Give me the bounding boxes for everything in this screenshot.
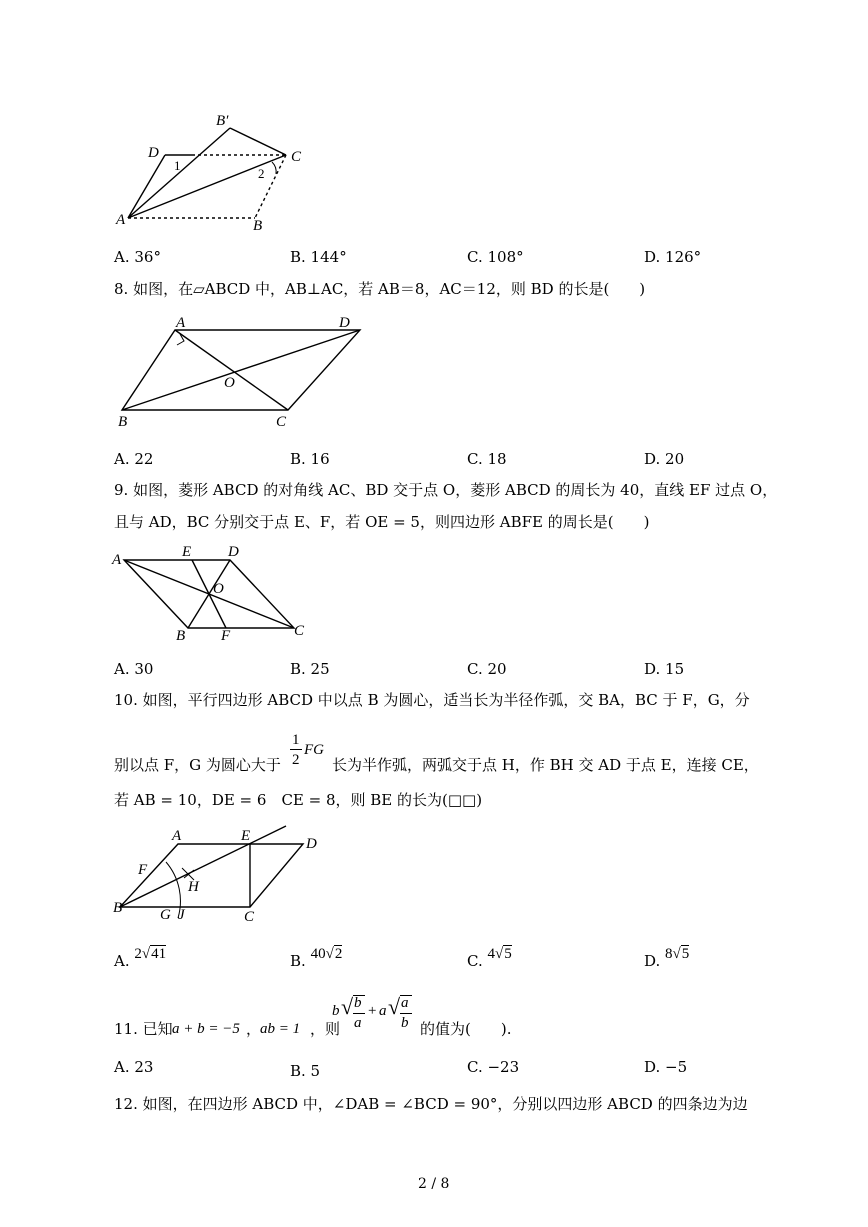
q11-option-c[interactable]: C. −23	[467, 1058, 520, 1076]
q10-option-c[interactable]: C. 4√5	[467, 946, 512, 970]
q10-line2-start: 别以点 F，G 为圆心大于	[114, 756, 281, 774]
q7-label-angle1: 1	[174, 158, 181, 173]
q7-figure	[110, 110, 320, 235]
q9-label-D: D	[228, 544, 239, 560]
q9-label-O: O	[213, 581, 224, 597]
q7-option-c[interactable]: C. 108°	[467, 248, 524, 266]
q8-option-a[interactable]: A. 22	[114, 450, 154, 468]
q9-label-B: B	[176, 628, 186, 644]
q8-option-b[interactable]: B. 16	[290, 450, 330, 468]
q7-label-B: B	[253, 218, 263, 234]
q10-label-C: C	[244, 909, 255, 925]
q10-label-E: E	[241, 828, 251, 844]
q10-label-H: H	[188, 879, 199, 895]
q10-line2-end: 长为半作弧，两弧交于点 H，作 BH 交 AD 于点 E，连接 CE，	[332, 756, 759, 774]
q10-label-A: A	[172, 828, 182, 844]
q10-question-line3: 若 AB = 10，DE = 6 CE = 8，则 BE 的长为(□□)	[114, 791, 483, 809]
q10-frac-tail: FG	[304, 742, 324, 758]
q8-label-O: O	[224, 375, 235, 391]
q9-question-line1: 9. 如图，菱形 ABCD 的对角线 AC、BD 交于点 O，菱形 ABCD 的周长为 40，直线 EF 过点 O，	[114, 481, 778, 499]
q8-question-text: 8. 如图，在▱ABCD 中，AB⊥AC，若 AB＝8，AC＝12，则 BD 的长是( )	[114, 280, 646, 298]
q7-option-d[interactable]: D. 126°	[644, 248, 702, 266]
q11-option-b[interactable]: B. 5	[290, 1062, 321, 1080]
q8-option-d[interactable]: D. 20	[644, 450, 685, 468]
q10-label-G: G	[160, 907, 171, 923]
q9-option-c[interactable]: C. 20	[467, 660, 507, 678]
q11-option-d[interactable]: D. −5	[644, 1058, 688, 1076]
q8-label-A: A	[176, 315, 186, 331]
q10-label-F: F	[138, 862, 148, 878]
q9-label-E: E	[182, 544, 192, 560]
q12-question-text: 12. 如图，在四边形 ABCD 中，∠DAB = ∠BCD = 90°，分别以四边形 ABCD 的四条边为边	[114, 1095, 748, 1113]
q10-frac-num: 1	[292, 732, 300, 748]
q7-label-Bprime: B′	[216, 113, 229, 129]
q8-label-C: C	[276, 414, 287, 430]
q9-question-line2: 且与 AD，BC 分别交于点 E、F，若 OE = 5，则四边形 ABFE 的周长是( )	[114, 513, 650, 531]
q11-condition-sum: a + b = −5	[172, 1021, 240, 1037]
q11-suffix: 的值为( ).	[420, 1020, 512, 1038]
q9-label-A: A	[112, 552, 122, 568]
q11-prefix: 11. 已知	[114, 1020, 173, 1038]
q11-then: ，则	[310, 1020, 341, 1038]
q9-option-a[interactable]: A. 30	[114, 660, 154, 678]
q9-option-b[interactable]: B. 25	[290, 660, 330, 678]
q8-option-c[interactable]: C. 18	[467, 450, 507, 468]
q8-figure	[110, 310, 370, 435]
q9-label-F: F	[221, 628, 231, 644]
q7-label-D: D	[148, 145, 159, 161]
q10-figure	[108, 822, 328, 927]
q10-option-a[interactable]: A. 2√41	[114, 946, 167, 970]
q9-label-C: C	[294, 623, 305, 639]
q8-label-B: B	[118, 414, 128, 430]
q8-label-D: D	[339, 315, 350, 331]
q11-sep: ，	[246, 1020, 262, 1038]
q10-label-B: B	[113, 900, 123, 916]
q7-label-A: A	[116, 212, 126, 228]
q10-label-D: D	[306, 836, 317, 852]
q7-label-C: C	[291, 149, 302, 165]
q11-condition-product: ab = 1	[260, 1021, 301, 1037]
page-number: 2 / 8	[418, 1176, 450, 1192]
q10-option-d[interactable]: D. 8√5	[644, 946, 690, 970]
q7-label-angle2: 2	[258, 166, 265, 181]
q10-label-J: J	[178, 907, 185, 923]
q10-frac-den: 2	[292, 752, 300, 768]
q11-expression: b √ b a + a √ a b	[332, 985, 418, 1035]
q7-option-a[interactable]: A. 36°	[114, 248, 161, 266]
q11-question	[114, 985, 714, 1038]
q11-option-a[interactable]: A. 23	[114, 1058, 154, 1076]
q7-option-b[interactable]: B. 144°	[290, 248, 347, 266]
q9-figure	[108, 540, 318, 645]
q9-option-d[interactable]: D. 15	[644, 660, 685, 678]
q10-question-line1: 10. 如图，平行四边形 ABCD 中以点 B 为圆心，适当长为半径作弧，交 BA，BC 于 F，G，分	[114, 691, 750, 709]
q10-option-b[interactable]: B. 40√2	[290, 946, 343, 970]
